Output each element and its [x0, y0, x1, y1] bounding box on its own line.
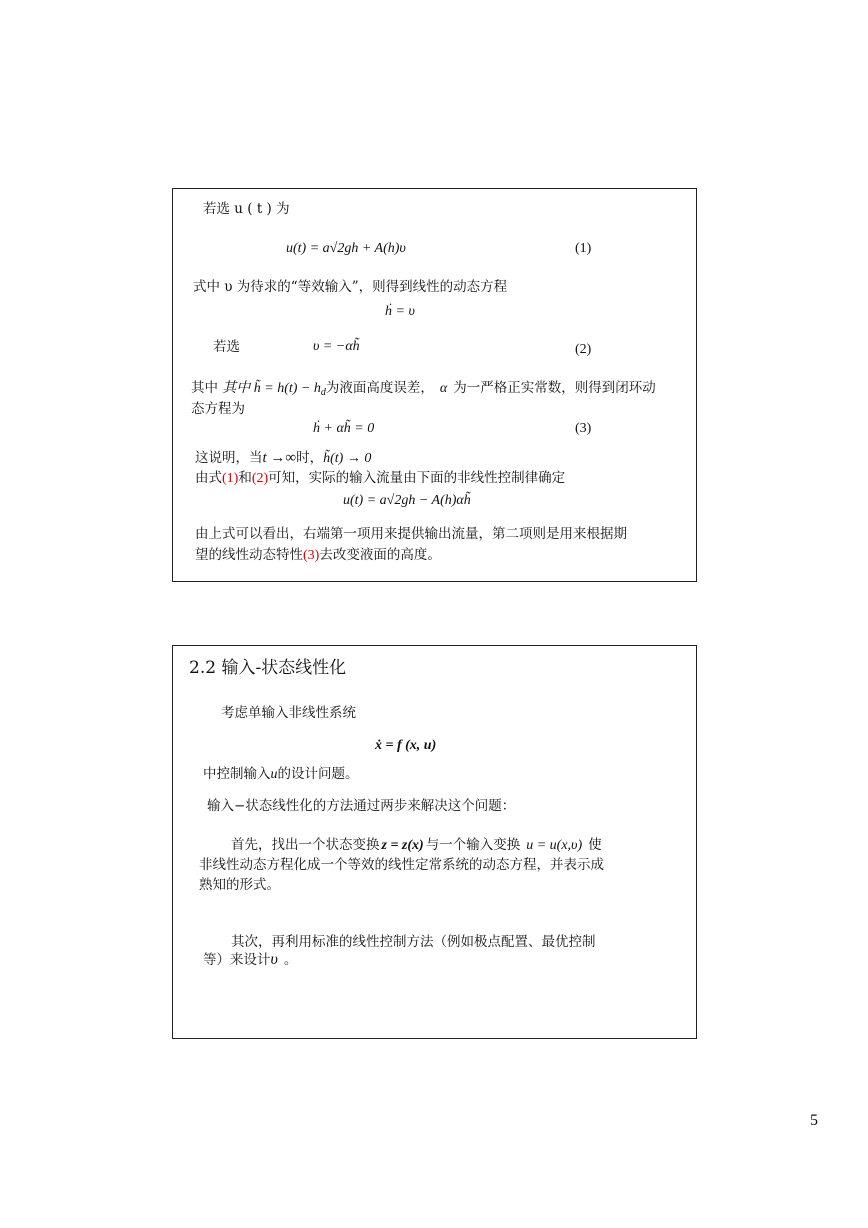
equation-3: ḣ + αh̃ = 0 [313, 421, 375, 436]
state-transform: z = z(x) [381, 838, 424, 853]
h-error-def: 其中 h̃ = h(t) − h [222, 381, 321, 396]
equation-4: u(t) = a√2gh − A(h)αh̃ [343, 493, 471, 508]
text-line-7c: 可知，实际的输入流量由下面的非线性控制律确定 [268, 470, 566, 486]
text-line-4: 其中 其中 h̃ = $h(t) - h_d$为液面高度误差， α 为一严格正实常数，则得到闭环动 [191, 380, 656, 398]
h-error-sub: d [320, 387, 326, 398]
text-line-2a: 中控制输入 [203, 766, 271, 782]
equation-3-number: (3) [575, 421, 592, 436]
text-line-6a: 这说明，当 [195, 450, 263, 466]
text-line-7b: 和 [238, 470, 252, 486]
slide-1 [172, 188, 697, 582]
page-number: 5 [810, 1112, 818, 1129]
input-u: u [270, 767, 278, 782]
text-line-6b: 时， [296, 450, 324, 466]
ref-eq-3[interactable]: (3) [303, 548, 320, 563]
text-line-2: 式中 υ 为待求的“等效输入”，则得到线性的动态方程 [193, 279, 508, 295]
nu-symbol: υ [270, 951, 278, 968]
text-line-4c: 使 [588, 837, 602, 853]
equation-1: u(t) = a√2gh + A(h)υ [286, 241, 406, 256]
section-title: 2.2 输入-状态线性化 [189, 658, 347, 678]
slide-2 [172, 645, 697, 1039]
text-line-8a: 等）来设计 [203, 952, 271, 968]
text-line-5: 态方程为 [191, 401, 245, 417]
text-line-5: 非线性动态方程化成一个等效的线性定常系统的动态方程，并表示成 [199, 857, 604, 873]
text-line-4a: 首先，找出一个状态变换 [231, 837, 380, 853]
text-line-9b: 去改变液面的高度。 [319, 547, 441, 563]
text-line-4b: 与一个输入变换 [425, 837, 521, 853]
input-transform: u = u(x,υ) [526, 838, 583, 853]
text-line-8: 由上式可以看出，右端第一项用来提供输出流量，第二项则是用来根据期 [195, 526, 627, 542]
text-line-3-label: 若选 [213, 339, 240, 355]
text-line-4b: 为液面高度误差， [325, 380, 434, 396]
intro-line: 若选 u ( t ) 为 [203, 201, 290, 217]
text-line-4 [231, 837, 602, 854]
text-line-1: 考虑单输入非线性系统 [221, 705, 356, 721]
equation-2: υ = −αh̃ [313, 339, 360, 354]
text-line-6: 熟知的形式。 [199, 877, 280, 893]
ref-eq-1[interactable]: (1) [222, 471, 239, 486]
text-line-2b: 的设计问题。 [277, 766, 359, 782]
text-line-6 [195, 450, 371, 467]
alpha-symbol: α [439, 381, 448, 396]
text-line-9a: 望的线性动态特性 [195, 547, 303, 563]
text-line-7: 其次，再利用标准的线性控制方法（例如极点配置、最优控制 [231, 934, 596, 950]
text-line-8 [203, 952, 297, 968]
text-line-8b: 。 [283, 952, 298, 968]
text-line-4c: 为一严格正实常数，则得到闭环动 [453, 380, 656, 396]
equation-hdot: ḣ = υ [385, 304, 415, 319]
equation-2-number: (2) [575, 342, 592, 357]
text-line-7 [195, 470, 565, 487]
t-to-infinity: t →∞ [262, 450, 297, 466]
text-line-3: 输入−状态线性化的方法通过两步来解决这个问题： [207, 798, 516, 814]
ref-eq-2[interactable]: (2) [251, 471, 269, 486]
state-equation: ẋ = f (x, u) [375, 738, 437, 753]
h-error-limit: h̃(t) → 0 [323, 451, 372, 466]
equation-1-number: (1) [575, 241, 592, 256]
text-line-9 [195, 547, 441, 564]
text-line-7a: 由式 [195, 470, 222, 486]
text-line-2 [203, 766, 359, 783]
